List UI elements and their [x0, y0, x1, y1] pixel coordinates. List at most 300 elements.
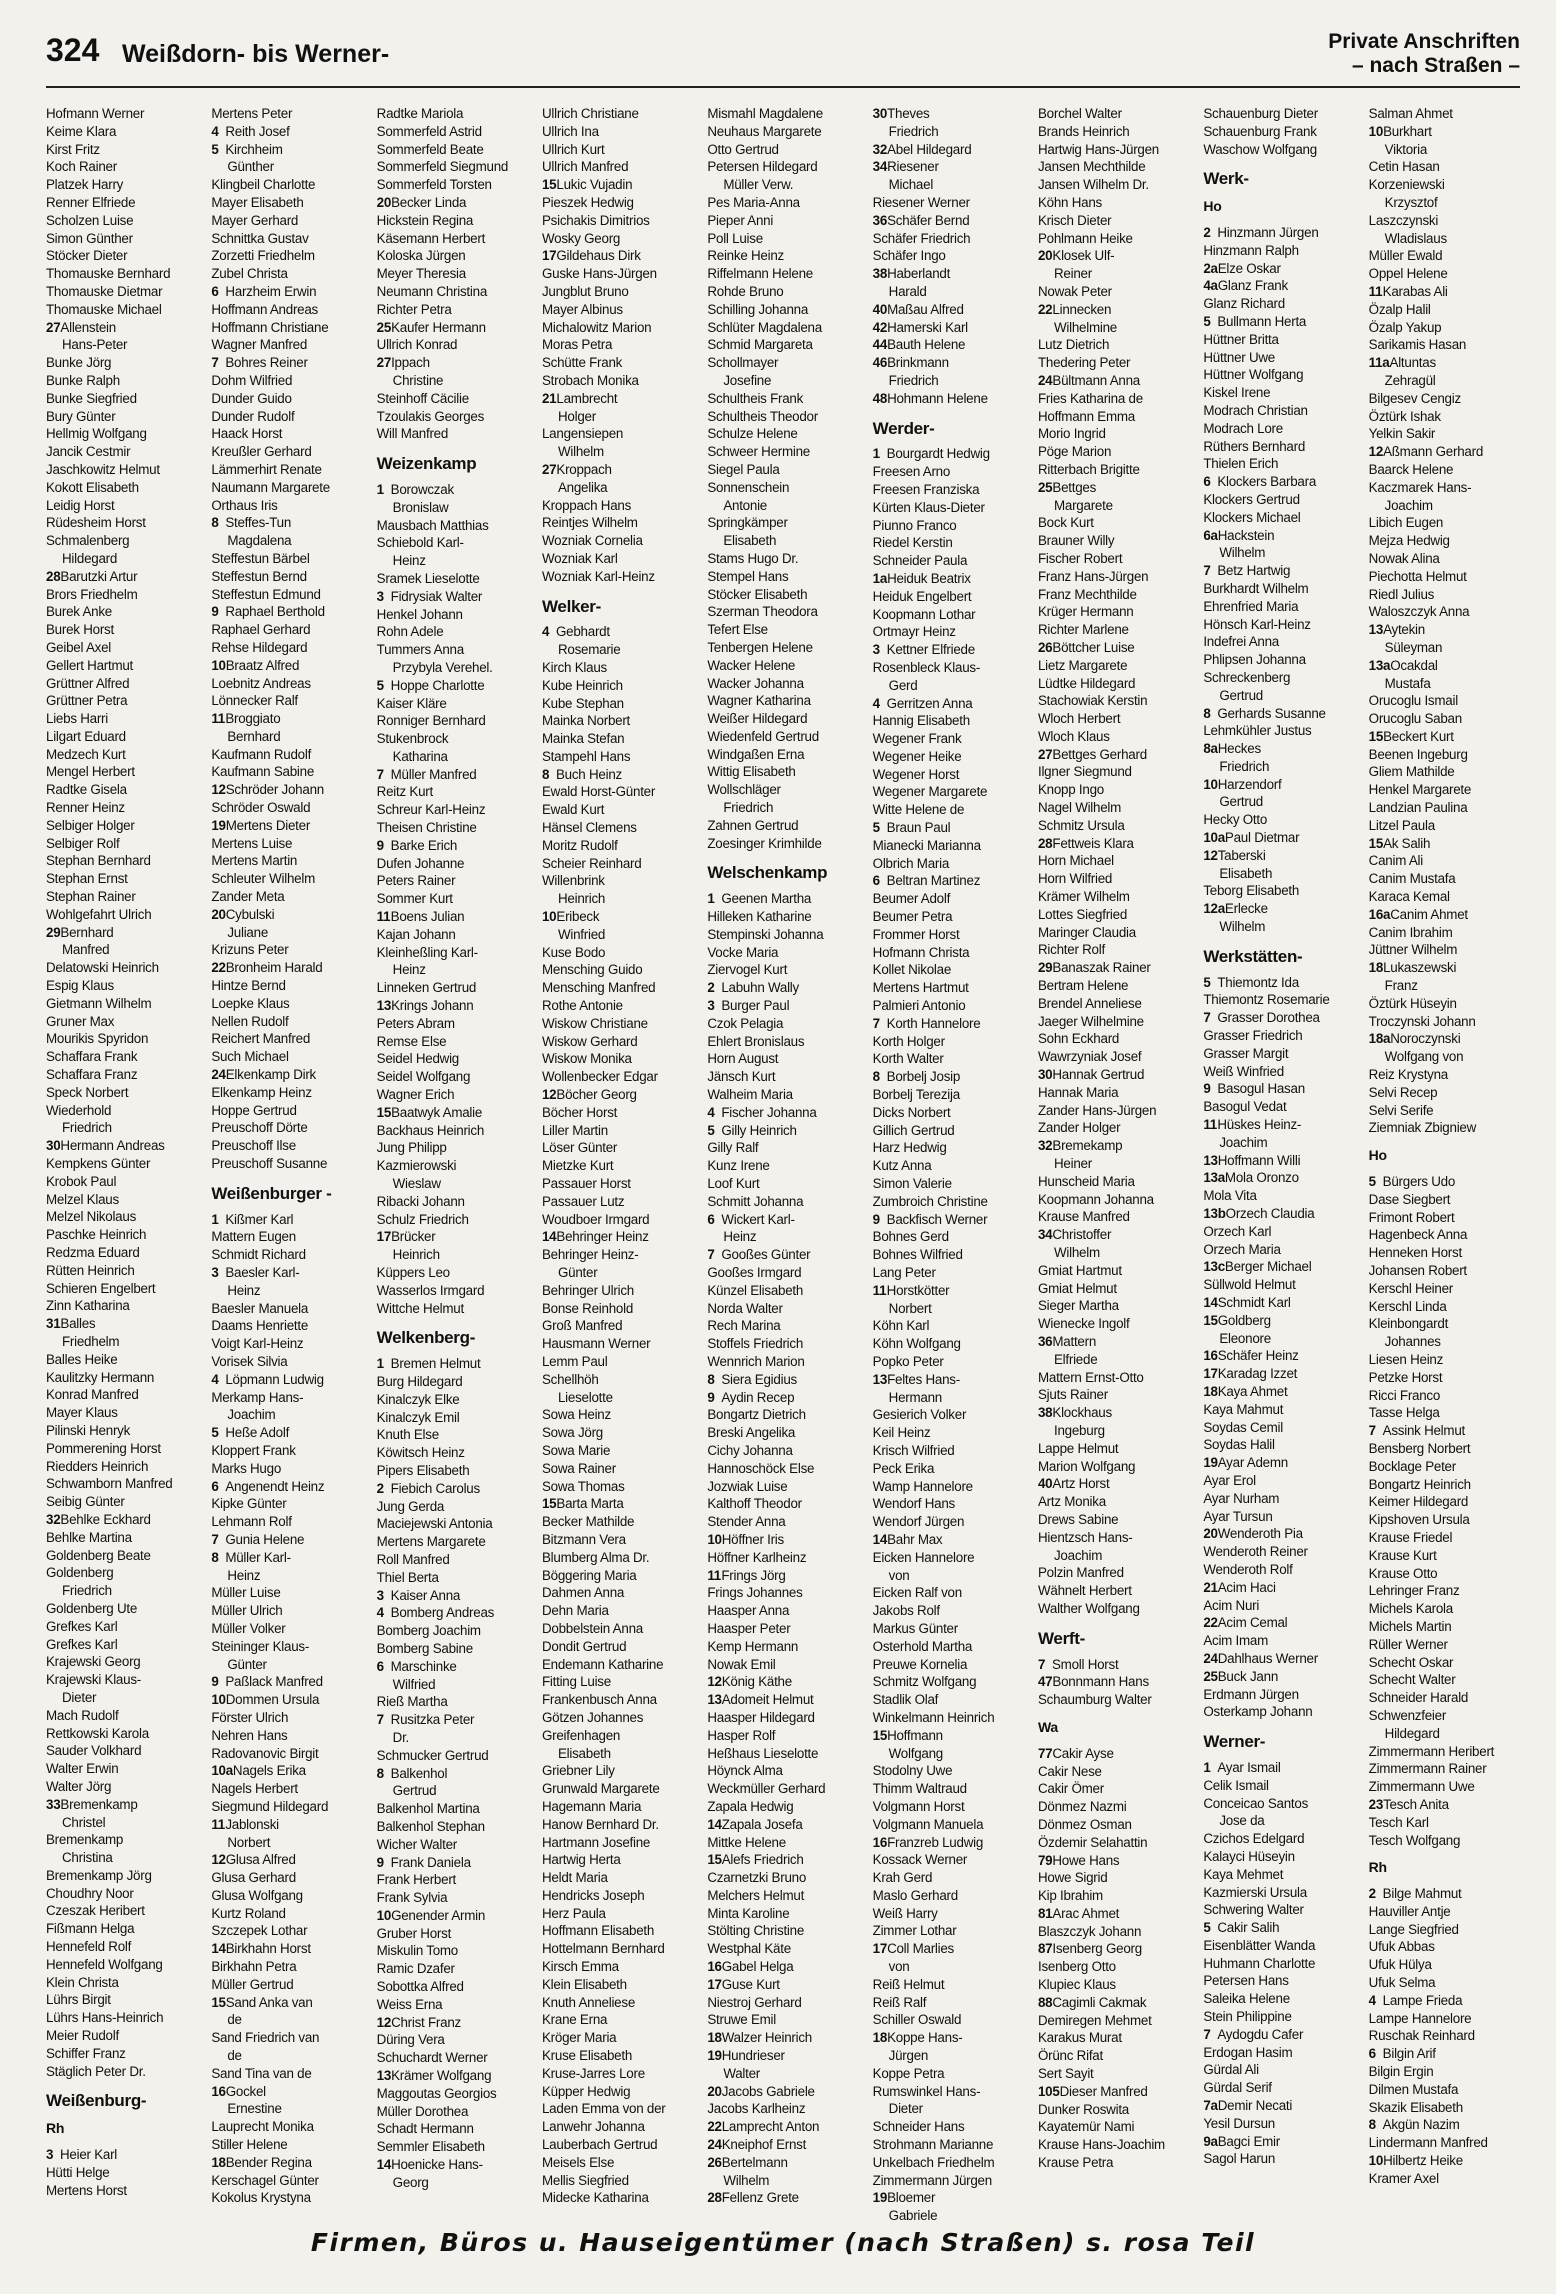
resident-entry: [1369, 1671, 1520, 1689]
resident-name: Mertens Luise: [211, 835, 293, 851]
resident-entry: [1203, 1990, 1354, 2008]
resident-name: Hannig Elisabeth: [872, 713, 970, 729]
resident-name: Riesener Werner: [872, 194, 970, 210]
entry-continuation: [211, 1656, 362, 1674]
resident-entry: [1203, 1063, 1354, 1081]
resident-entry: [873, 819, 1024, 837]
resident-entry: [873, 1869, 1024, 1887]
resident-name: Dr.: [392, 1729, 410, 1745]
resident-entry: [873, 748, 1024, 766]
resident-entry: [1203, 776, 1354, 794]
resident-name: Schmucker Gertrud: [376, 1747, 489, 1763]
resident-entry: [211, 265, 362, 283]
resident-name: Klockers Gertrud: [1203, 491, 1300, 507]
resident-name: Herz Paula: [541, 1905, 606, 1921]
resident-name: Schiebold Karl-: [376, 535, 464, 551]
resident-entry: [873, 1922, 1024, 1940]
resident-entry: [1038, 283, 1189, 301]
resident-entry: [707, 639, 858, 657]
resident-entry: [873, 855, 1024, 873]
resident-name: Alefs Friedrich: [721, 1852, 804, 1868]
resident-name: Marschinke: [390, 1658, 457, 1674]
house-number: 13: [707, 1692, 722, 1708]
resident-name: Fries Katharina de: [1037, 390, 1143, 406]
resident-entry: [377, 588, 528, 606]
resident-name: Betz Hartwig: [1217, 563, 1291, 579]
house-number: 48: [872, 390, 888, 406]
resident-name: Nowak Emil: [707, 1656, 776, 1672]
resident-entry: [1038, 1656, 1189, 1674]
resident-name: Markus Günter: [872, 1620, 958, 1636]
resident-name: Ayar Tursun: [1203, 1508, 1273, 1524]
resident-name: Balles: [60, 1316, 96, 1332]
resident-name: Elisabeth: [557, 1745, 611, 1761]
resident-entry: [377, 1996, 528, 2014]
resident-entry: [46, 1084, 197, 1102]
resident-name: Walther Wolfgang: [1037, 1600, 1140, 1616]
resident-name: Böttcher Luise: [1052, 639, 1135, 655]
house-number: 7a: [1203, 2098, 1218, 2114]
resident-name: Lührs Birgit: [46, 1992, 111, 2008]
resident-entry: [873, 890, 1024, 908]
resident-entry: [1038, 1529, 1189, 1547]
resident-entry: [1369, 1903, 1520, 1921]
house-number: 21: [1203, 1579, 1218, 1595]
entry-continuation: [542, 890, 693, 908]
resident-name: Frings Johannes: [707, 1585, 803, 1601]
resident-entry: [1038, 1976, 1189, 1994]
resident-entry: [1203, 811, 1354, 829]
directory-column: [873, 105, 1024, 2225]
resident-entry: [707, 354, 858, 372]
resident-name: Mola Oronzo: [1224, 1170, 1299, 1186]
resident-entry: [873, 212, 1024, 230]
resident-name: Kaiser Kläre: [376, 695, 447, 711]
resident-name: Schäfer Heinz: [1217, 1348, 1299, 1364]
resident-entry: [542, 1976, 693, 1994]
resident-name: Böcher Horst: [541, 1104, 618, 1120]
resident-entry: [46, 1137, 197, 1155]
house-number: 24: [211, 1067, 226, 1083]
resident-entry: [377, 641, 528, 659]
house-number: 32: [872, 141, 888, 157]
resident-name: Hofmann Christa: [872, 944, 970, 960]
resident-name: Jancik Cestmir: [46, 444, 131, 460]
resident-name: Klockhaus: [1052, 1405, 1112, 1421]
resident-name: Klingbeil Charlotte: [211, 177, 316, 193]
resident-name: Kaya Mehmet: [1203, 1866, 1284, 1882]
resident-name: Hans-Peter: [62, 337, 128, 353]
resident-name: Mertens Horst: [46, 2182, 127, 2198]
resident-entry: [542, 1602, 693, 1620]
entry-continuation: [1369, 230, 1520, 248]
resident-name: Mola Vita: [1203, 1188, 1257, 1204]
resident-name: Kneiphof Ernst: [721, 2137, 807, 2153]
resident-entry: [211, 2136, 362, 2154]
house-number: 5: [211, 1425, 219, 1441]
resident-entry: [542, 623, 693, 641]
resident-entry: [1038, 1048, 1189, 1066]
resident-entry: [1369, 550, 1520, 568]
entry-continuation: [1203, 1812, 1354, 1830]
resident-name: Hoffmann Emma: [1037, 408, 1135, 424]
resident-name: Margarete: [1053, 497, 1113, 513]
resident-name: Zapala Josefa: [721, 1816, 803, 1832]
resident-name: Wiedenfeld Gertrud: [707, 728, 819, 744]
house-number: 79: [1037, 1852, 1053, 1868]
resident-entry: [1369, 2045, 1520, 2063]
resident-entry: [1203, 1098, 1354, 1116]
resident-name: Pommerening Horst: [46, 1440, 161, 1456]
resident-entry: [46, 906, 197, 924]
resident-name: Elfriede: [1053, 1351, 1098, 1367]
house-number: 15: [541, 177, 557, 193]
resident-entry: [1203, 1169, 1354, 1187]
resident-name: Wiskow Monika: [541, 1051, 632, 1067]
resident-entry: [1369, 799, 1520, 817]
resident-entry: [211, 799, 362, 817]
resident-name: Heiner: [1053, 1156, 1092, 1172]
resident-name: Kossack Werner: [872, 1852, 968, 1868]
resident-entry: [46, 514, 197, 532]
resident-name: Zimmermann Uwe: [1368, 1779, 1475, 1795]
resident-entry: [873, 1834, 1024, 1852]
house-number: 12: [1203, 847, 1218, 863]
resident-name: Naumann Margarete: [211, 479, 330, 495]
resident-entry: [1203, 2026, 1354, 2044]
resident-entry: [1038, 1600, 1189, 1618]
resident-entry: [211, 1709, 362, 1727]
resident-name: Bourgardt Hedwig: [886, 446, 990, 462]
house-number: 6: [1368, 2046, 1376, 2062]
resident-name: Stams Hugo Dr.: [707, 550, 799, 566]
directory-column: [1203, 105, 1354, 2225]
resident-name: Tasse Helga: [1368, 1405, 1440, 1421]
resident-entry: [542, 748, 693, 766]
resident-entry: [211, 1887, 362, 1905]
resident-name: Melchers Helmut: [707, 1887, 805, 1903]
resident-entry: [542, 2154, 693, 2172]
resident-name: Cakir Nese: [1037, 1763, 1102, 1779]
resident-name: Stender Anna: [707, 1514, 786, 1530]
resident-entry: [46, 1351, 197, 1369]
resident-name: Thiemontz Ida: [1217, 974, 1299, 990]
resident-name: Rumswinkel Hans-: [872, 2083, 981, 2099]
resident-entry: [1038, 781, 1189, 799]
resident-name: Lanwehr Johanna: [541, 2119, 645, 2135]
resident-name: Haasper Hildegard: [707, 1709, 815, 1725]
resident-name: Freesen Arno: [872, 464, 951, 480]
resident-name: Grasser Friedrich: [1203, 1028, 1303, 1044]
resident-name: Becker Linda: [391, 194, 467, 210]
resident-entry: [46, 479, 197, 497]
resident-name: Ufuk Hülya: [1368, 1957, 1432, 1973]
resident-name: Wacker Helene: [707, 657, 796, 673]
resident-entry: [46, 870, 197, 888]
resident-entry: [377, 230, 528, 248]
resident-entry: [46, 141, 197, 159]
house-number: 13: [376, 998, 392, 1014]
resident-name: Keime Klara: [46, 123, 117, 139]
resident-entry: [1038, 568, 1189, 586]
resident-entry: [542, 872, 693, 890]
resident-name: Barutzki Artur: [60, 568, 138, 584]
entry-continuation: [1203, 865, 1354, 883]
resident-name: Zinn Katharina: [46, 1298, 130, 1314]
resident-entry: [542, 2047, 693, 2065]
resident-name: Kaufmann Sabine: [211, 764, 315, 780]
resident-name: Witte Helene de: [872, 802, 965, 818]
resident-entry: [46, 1796, 197, 1814]
resident-name: Jänsch Kurt: [707, 1069, 776, 1085]
resident-name: Szczepek Lothar: [211, 1923, 308, 1939]
resident-name: Dönmez Nazmi: [1037, 1799, 1127, 1815]
resident-name: Tenbergen Helene: [707, 639, 813, 655]
resident-entry: [1203, 1650, 1354, 1668]
resident-entry: [873, 1620, 1024, 1638]
resident-name: Grasser Dorothea: [1217, 1010, 1320, 1026]
resident-name: Stempel Hans: [707, 568, 789, 584]
resident-name: König Käthe: [721, 1674, 792, 1690]
resident-name: Canim Ibrahim: [1368, 924, 1453, 940]
resident-entry: [377, 2156, 528, 2174]
resident-name: Siegel Paula: [707, 461, 780, 477]
resident-entry: [211, 1353, 362, 1371]
resident-name: Wagner Manfred: [211, 337, 308, 353]
resident-entry: [377, 855, 528, 873]
entry-continuation: [1038, 319, 1189, 337]
resident-name: Hartmann Josefine: [541, 1834, 651, 1850]
resident-entry: [46, 1458, 197, 1476]
resident-name: Lambrecht: [556, 390, 618, 406]
resident-name: Przybyla Verehel.: [392, 659, 493, 675]
resident-name: Mustafa: [1384, 675, 1431, 691]
house-number: 12: [376, 2014, 392, 2030]
resident-entry: [377, 1854, 528, 1872]
resident-entry: [377, 783, 528, 801]
resident-name: Lottes Siegfried: [1037, 906, 1128, 922]
resident-entry: [1369, 2134, 1520, 2152]
resident-name: Pöge Marion: [1037, 444, 1112, 460]
resident-entry: [542, 1442, 693, 1460]
resident-name: Springkämper: [707, 515, 788, 531]
resident-name: Bernhard: [227, 728, 281, 744]
resident-name: Liesen Heinz: [1368, 1351, 1444, 1367]
entry-continuation: [707, 799, 858, 817]
resident-entry: [377, 712, 528, 730]
resident-name: Labuhn Wally: [721, 980, 799, 996]
resident-entry: [46, 1493, 197, 1511]
resident-name: de: [227, 2048, 242, 2064]
resident-name: Wilhelm: [1219, 919, 1266, 935]
resident-name: Wilhelm: [557, 444, 604, 460]
resident-entry: [46, 212, 197, 230]
resident-entry: [1369, 176, 1520, 194]
resident-name: Wolfgang von: [1384, 1049, 1464, 1065]
resident-name: Acim Haci: [1217, 1579, 1276, 1595]
resident-name: Horstkötter: [886, 1282, 950, 1298]
resident-entry: [873, 1798, 1024, 1816]
resident-entry: [377, 194, 528, 212]
entry-continuation: [211, 728, 362, 746]
resident-entry: [873, 961, 1024, 979]
footer-note: Firmen, Büros u. Hauseigentümer (nach Straßen) s. rosa Teil: [310, 2228, 1256, 2257]
resident-name: Theves: [887, 106, 930, 121]
resident-name: Cichy Johanna: [707, 1442, 793, 1458]
resident-name: Franzreb Ludwig: [887, 1834, 984, 1850]
resident-name: Orzech Karl: [1203, 1223, 1272, 1239]
resident-name: Paschke Heinrich: [46, 1227, 147, 1243]
resident-entry: [873, 641, 1024, 659]
house-number: 7: [707, 1247, 715, 1263]
resident-entry: [1203, 1347, 1354, 1365]
resident-name: Preuschoff Susanne: [211, 1156, 328, 1172]
resident-name: Wasserlos Irmgard: [376, 1282, 485, 1298]
resident-name: Mach Rudolf: [46, 1707, 119, 1723]
resident-name: Eisenblätter Wanda: [1203, 1937, 1316, 1953]
resident-entry: [211, 603, 362, 621]
resident-name: Langensiepen: [541, 426, 624, 442]
resident-name: Christel: [62, 1814, 106, 1830]
resident-entry: [1369, 336, 1520, 354]
resident-name: Burek Horst: [46, 622, 114, 638]
resident-entry: [542, 1762, 693, 1780]
resident-name: Tesch Anita: [1383, 1796, 1449, 1812]
resident-entry: [873, 1549, 1024, 1567]
resident-entry: [873, 265, 1024, 283]
resident-entry: [707, 1104, 858, 1122]
resident-name: Seidel Wolfgang: [376, 1069, 471, 1085]
resident-name: Elkenkamp Dirk: [225, 1067, 316, 1083]
resident-entry: [707, 1673, 858, 1691]
resident-entry: [707, 2083, 858, 2101]
resident-entry: [707, 1727, 858, 1745]
resident-entry: [211, 194, 362, 212]
resident-entry: [377, 695, 528, 713]
resident-name: Heinz: [392, 962, 426, 978]
resident-entry: [707, 586, 858, 604]
house-number: 17: [1203, 1366, 1218, 1382]
resident-name: Ullrich Kurt: [541, 141, 605, 157]
resident-entry: [873, 1727, 1024, 1745]
resident-entry: [542, 1495, 693, 1513]
resident-entry: [542, 1834, 693, 1852]
resident-name: Schellhöh: [541, 1371, 599, 1387]
resident-name: Rusitzka Peter: [390, 1712, 475, 1728]
resident-entry: [1038, 336, 1189, 354]
resident-entry: [873, 606, 1024, 624]
resident-entry: [873, 695, 1024, 713]
resident-entry: [377, 1104, 528, 1122]
resident-entry: [542, 1015, 693, 1033]
resident-name: Roll Manfred: [376, 1551, 450, 1567]
resident-entry: [542, 319, 693, 337]
resident-name: Maßau Alfred: [887, 301, 964, 317]
resident-entry: [542, 1869, 693, 1887]
house-number: 27: [541, 461, 557, 477]
resident-name: Bettges Gerhard: [1052, 746, 1147, 762]
house-number: 15: [1368, 728, 1384, 744]
resident-name: Demir Necati: [1217, 2098, 1293, 2114]
house-number: 47: [1037, 1674, 1053, 1690]
resident-name: Hofmann Werner: [46, 106, 145, 121]
resident-name: Neuhaus Margarete: [707, 123, 822, 139]
street-heading: Werft-: [1037, 1628, 1085, 1648]
house-number: 16: [707, 1959, 722, 1975]
resident-name: Kruse Elisabeth: [541, 2048, 633, 2064]
resident-name: Zander Hans-Jürgen: [1037, 1102, 1157, 1118]
resident-name: Krisch Dieter: [1037, 212, 1112, 228]
resident-entry: [1203, 1597, 1354, 1615]
resident-name: Dunker Roswita: [1037, 2101, 1129, 2117]
resident-entry: [542, 1513, 693, 1531]
resident-name: Walheim Maria: [707, 1087, 793, 1103]
house-number: 11: [211, 711, 225, 727]
resident-entry: [1038, 2101, 1189, 2119]
resident-entry: [542, 1086, 693, 1104]
house-number: 9: [376, 837, 384, 853]
resident-name: Sommerfeld Beate: [376, 141, 484, 157]
resident-name: Özdemir Selahattin: [1037, 1834, 1148, 1850]
resident-entry: [542, 550, 693, 568]
resident-name: Volgmann Horst: [872, 1798, 965, 1814]
resident-name: Assink Helmut: [1382, 1423, 1465, 1439]
resident-entry: [873, 1068, 1024, 1086]
resident-name: Kaufer Hermann: [391, 319, 486, 335]
resident-entry: [707, 1086, 858, 1104]
resident-name: Heinz: [227, 1567, 261, 1583]
house-number: 13c: [1203, 1259, 1225, 1275]
entry-continuation: [1369, 194, 1520, 212]
resident-entry: [873, 534, 1024, 552]
resident-entry: [1038, 1119, 1189, 1137]
resident-name: Cybulski: [225, 906, 275, 922]
house-number: 27: [376, 355, 392, 371]
resident-entry: [1369, 817, 1520, 835]
resident-entry: [1203, 1490, 1354, 1508]
resident-name: Zorzetti Friedhelm: [211, 248, 315, 264]
resident-name: Gildehaus Dirk: [556, 248, 641, 264]
resident-name: Özalp Yakup: [1368, 319, 1442, 335]
resident-name: Stephan Ernst: [46, 871, 128, 887]
house-number: 4a: [1203, 278, 1218, 294]
resident-entry: [1369, 283, 1520, 301]
resident-name: Baarck Helene: [1368, 461, 1454, 477]
resident-name: Aydin Recep: [721, 1389, 795, 1405]
house-number: 4: [541, 624, 550, 640]
resident-entry: [542, 390, 693, 408]
resident-name: Bongartz Dietrich: [707, 1407, 806, 1423]
house-number: 5: [1203, 1920, 1211, 1936]
house-number: 14: [707, 1816, 722, 1832]
resident-name: Jüttner Wilhelm: [1368, 942, 1458, 958]
resident-entry: [873, 1104, 1024, 1122]
resident-entry: [1038, 1923, 1189, 1941]
resident-entry: [1038, 657, 1189, 675]
district-code: Ho: [1203, 198, 1222, 215]
resident-name: Reichert Manfred: [211, 1031, 311, 1047]
resident-name: Köhn Wolfgang: [872, 1336, 961, 1352]
resident-name: Heinrich: [392, 1247, 440, 1263]
resident-name: Kip Ibrahim: [1037, 1888, 1103, 1904]
resident-entry: [1369, 1280, 1520, 1298]
resident-entry: [542, 2100, 693, 2118]
resident-entry: [377, 390, 528, 408]
resident-name: Geibel Axel: [46, 639, 111, 655]
resident-entry: [377, 1978, 528, 1996]
resident-name: Gerd: [888, 677, 918, 693]
resident-name: Sjuts Rainer: [1037, 1387, 1108, 1403]
